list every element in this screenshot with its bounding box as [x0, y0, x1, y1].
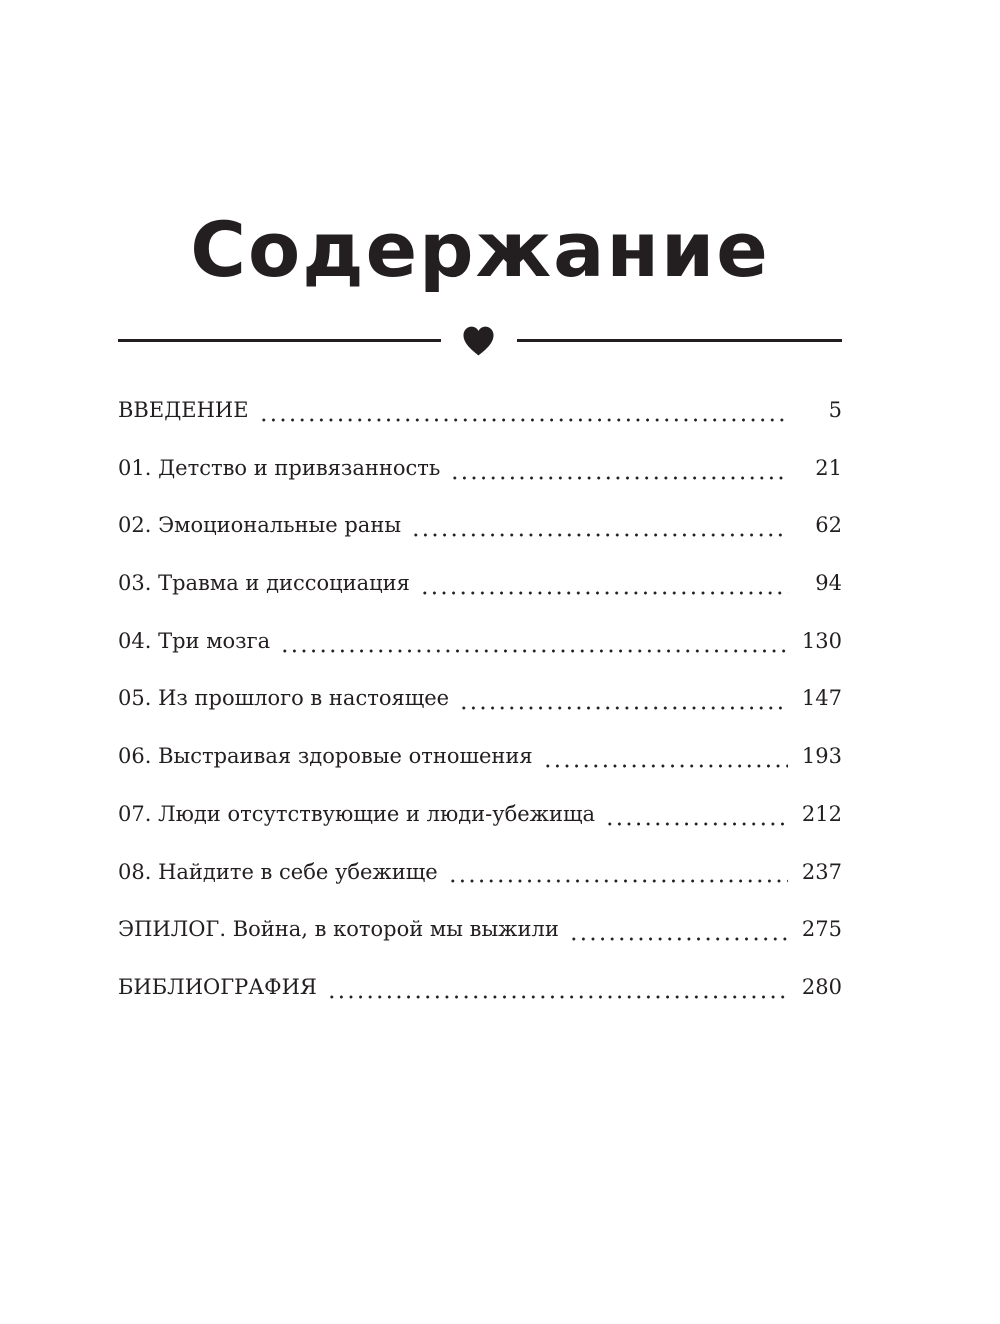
- toc-entry-page: 147: [801, 686, 842, 711]
- toc-leader-dots: [327, 995, 788, 999]
- toc-entry-page: 5: [828, 398, 842, 422]
- toc-leader-dots: [569, 937, 788, 941]
- toc-leader-dots: [459, 706, 788, 710]
- page-title: Содержание: [190, 205, 770, 294]
- toc-entry-page: 130: [801, 628, 842, 653]
- toc-entry-title: ЭПИЛОГ. Война, в которой мы выжили: [118, 917, 559, 942]
- toc-entry[interactable]: [118, 558, 842, 616]
- toc-entry[interactable]: [118, 616, 842, 674]
- heart-icon: [460, 322, 497, 359]
- toc-entry-page: 280: [801, 974, 842, 999]
- toc-leader-dots: [448, 879, 788, 883]
- toc-entry-title: 08. Найдите в себе убежище: [118, 859, 438, 884]
- divider-line-right: [517, 339, 842, 342]
- toc-leader-dots: [450, 476, 788, 480]
- toc-entry[interactable]: [118, 789, 842, 847]
- table-of-contents: [118, 385, 842, 1020]
- toc-entry-page: 193: [801, 744, 842, 769]
- toc-leader-dots: [259, 418, 788, 422]
- toc-entry-title: 04. Три мозга: [118, 628, 271, 653]
- toc-entry-title: БИБЛИОГРАФИЯ: [118, 974, 317, 999]
- title-divider: [118, 322, 842, 362]
- toc-entry[interactable]: [118, 904, 842, 962]
- toc-leader-dots: [280, 649, 788, 653]
- toc-entry-title: 05. Из прошлого в настоящее: [118, 686, 450, 711]
- toc-entry[interactable]: [118, 962, 842, 1020]
- toc-leader-dots: [605, 822, 788, 826]
- toc-entry[interactable]: [118, 847, 842, 905]
- toc-entry-page: 237: [801, 859, 842, 884]
- toc-entry-page: 275: [801, 917, 842, 942]
- toc-entry[interactable]: [118, 731, 842, 789]
- toc-entry-title: 07. Люди отсутствующие и люди-убежища: [118, 801, 596, 826]
- toc-entry-title: 02. Эмоциональные раны: [118, 513, 402, 538]
- toc-leader-dots: [543, 764, 788, 768]
- toc-entry-title: 01. Детство и привязанность: [118, 455, 441, 480]
- toc-entry-page: 21: [815, 455, 842, 480]
- toc-entry[interactable]: [118, 443, 842, 501]
- toc-entry-title: 03. Травма и диссоциация: [118, 571, 410, 596]
- toc-entry[interactable]: [118, 500, 842, 558]
- toc-entry-title: ВВЕДЕНИЕ: [118, 398, 249, 422]
- divider-line-left: [118, 339, 441, 342]
- toc-entry-page: 94: [815, 571, 842, 596]
- toc-entry-title: 06. Выстраивая здоровые отношения: [118, 744, 533, 769]
- toc-entry[interactable]: [118, 673, 842, 731]
- toc-leader-dots: [420, 591, 788, 595]
- toc-entry-page: 212: [801, 801, 842, 826]
- toc-leader-dots: [411, 533, 788, 537]
- toc-entry[interactable]: [118, 385, 842, 443]
- toc-entry-page: 62: [815, 513, 842, 538]
